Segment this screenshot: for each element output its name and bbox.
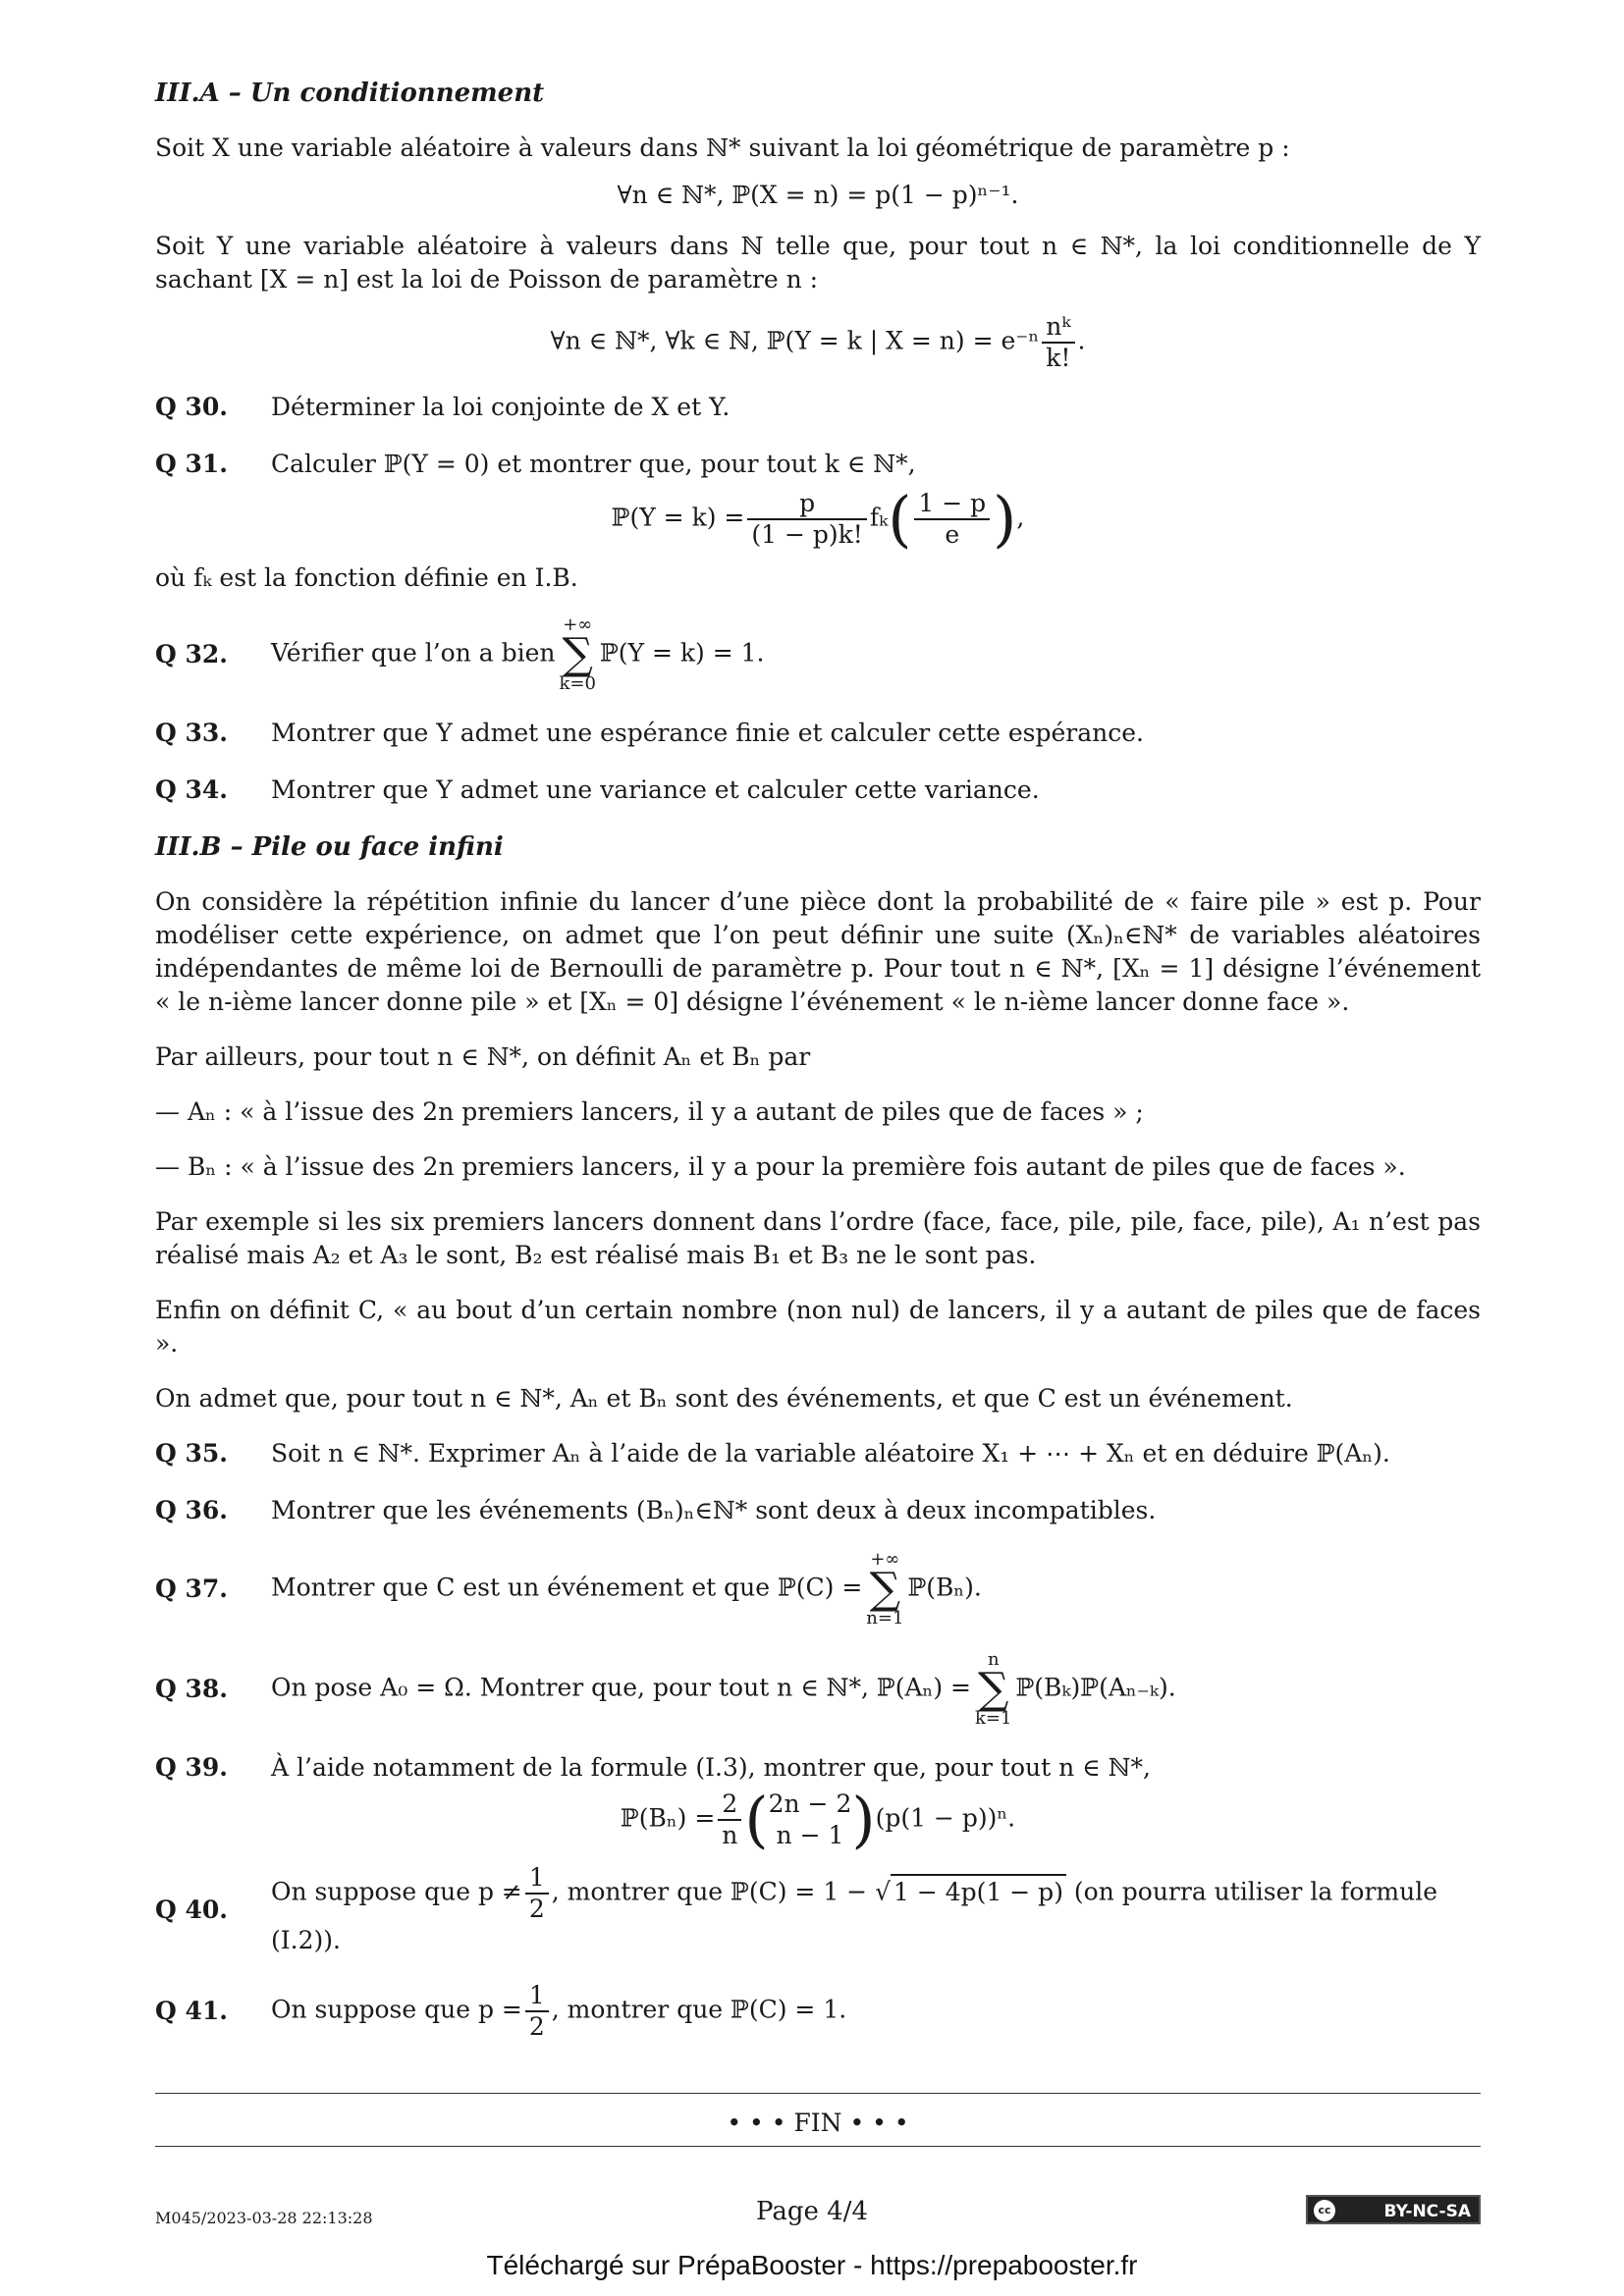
list-item: — Aₙ : « à l’issue des 2n premiers lancers, il y a autant de piles que de faces » ; <box>155 1097 1144 1126</box>
section-title-a: III.A – Un conditionnement <box>155 79 545 108</box>
section-title-b: III.B – Pile ou face infini <box>155 832 504 862</box>
question: Q 40. On suppose que p ≠ $\frac{1}{2}$ , montrer que ℙ(C) = 1 − √ 1 − 4p(1 − p) (on pourra utiliser la formule (I.2)). <box>155 1863 1438 1954</box>
question: Q 39. À l’aide notamment de la formule (I.3), montrer que, pour tout n ∈ ℕ*, <box>155 1753 1151 1782</box>
question: Q 32. Vérifier que l’on a bien +∞ ∑ k=0 ℙ(Y = k) = 1. <box>155 614 765 694</box>
binomial: 2n − 2 n − 1 <box>768 1789 852 1849</box>
question: Q 31. Calculer ℙ(Y = 0) et montrer que, pour tout k ∈ ℕ*, <box>155 450 916 478</box>
download-notice: Téléchargé sur PrépaBooster - https://prepabooster.fr <box>486 2250 1138 2280</box>
question: Q 33. Montrer que Y admet une espérance finie et calculer cette espérance. <box>155 719 1144 747</box>
end-marker: • • • FIN • • • <box>727 2109 909 2137</box>
paragraph: On admet que, pour tout n ∈ ℕ*, Aₙ et Bₙ sont des événements, et que C est un événement. <box>155 1384 1293 1413</box>
paragraph: Soit X une variable aléatoire à valeurs dans ℕ* suivant la loi géométrique de paramètre p : <box>155 133 1290 162</box>
equation: ℙ(Y = k) = $\frac{p}{(1 - p)k!}$ fₖ( $\frac{1 - p}{e}$ ), <box>611 483 1025 555</box>
license-badge: cc BY-NC-SA <box>1306 2195 1481 2224</box>
question: Q 38. On pose A₀ = Ω. Montrer que, pour tout n ∈ ℕ*, ℙ(Aₙ) = n ∑ k=1 ℙ(Bₖ)ℙ(Aₙ₋ₖ). <box>155 1649 1176 1729</box>
question: Q 37. Montrer que C est un événement et que ℙ(C) = +∞ ∑ n=1 ℙ(Bₙ). <box>155 1549 982 1629</box>
paragraph: Soit Y une variable aléatoire à valeurs dans ℕ telle que, pour tout n ∈ ℕ*, la loi conditionnelle de Y sachant [X = n] est la loi de Poisson de paramètre n : <box>155 232 1481 294</box>
sum-symbol: n ∑ k=1 <box>975 1649 1012 1729</box>
question: Q 35. Soit n ∈ ℕ*. Exprimer Aₙ à l’aide de la variable aléatoire X₁ + ⋯ + Xₙ et en déduire ℙ(Aₙ). <box>155 1439 1390 1468</box>
paragraph: Par exemple si les six premiers lancers donnent dans l’ordre (face, face, pile, pile, face, pile), A₁ n’est pas réalisé mais A₂ et A₃ le sont, B₂ est réalisé mais B₁ et B₃ ne le sont pas. <box>155 1207 1481 1269</box>
paragraph: Enfin on définit C, « au bout d’un certain nombre (non nul) de lancers, il y a autant de piles que de faces ». <box>155 1296 1481 1358</box>
list-item: — Bₙ : « à l’issue des 2n premiers lancers, il y a pour la première fois autant de piles que de faces ». <box>155 1152 1406 1181</box>
sum-symbol: +∞ ∑ k=0 <box>559 614 596 694</box>
divider-top <box>155 2093 1481 2094</box>
page-content <box>155 77 1481 2065</box>
sum-symbol: +∞ ∑ n=1 <box>866 1549 904 1629</box>
creative-commons-icon: cc <box>1314 2200 1335 2221</box>
paragraph: On considère la répétition infinie du lancer d’une pièce dont la probabilité de « faire pile » est p. Pour modéliser cette expérience, on admet que l’on peut définir une suite (Xₙ)ₙ∈ℕ* de variables aléatoires indépendantes de même loi de Bernoulli de paramètre p. Pour tout n ∈ ℕ*, [Xₙ = 1] désigne l’événement « le n-ième lancer donne pile » et [Xₙ = 0] désigne l’événement « le n-ième lancer donne face ». <box>155 887 1481 1016</box>
paragraph: Par ailleurs, pour tout n ∈ ℕ*, on définit Aₙ et Bₙ par <box>155 1042 811 1071</box>
equation: ∀n ∈ ℕ*, ℙ(X = n) = p(1 − p)ⁿ⁻¹. <box>617 181 1019 209</box>
footer-code: M045/2023-03-28 22:13:28 <box>155 2209 373 2227</box>
question: Q 36. Montrer que les événements (Bₙ)ₙ∈ℕ* sont deux à deux incompatibles. <box>155 1496 1157 1524</box>
question: Q 30. Déterminer la loi conjointe de X et Y. <box>155 393 731 421</box>
question: Q 34. Montrer que Y admet une variance et calculer cette variance. <box>155 775 1040 804</box>
square-root: 1 − 4p(1 − p) <box>891 1874 1066 1906</box>
equation: ∀n ∈ ℕ*, ∀k ∈ ℕ, ℙ(Y = k | X = n) = e⁻ⁿ $\frac{\text{nᵏ}}{k!}$ . <box>550 312 1086 372</box>
equation: ℙ(Bₙ) = $\frac{2}{n}$ ( 2n − 2 n − 1 )(p(1 − p))ⁿ. <box>620 1784 1016 1855</box>
divider-bottom <box>155 2146 1481 2147</box>
paragraph: où fₖ est la fonction définie en I.B. <box>155 563 578 592</box>
question: Q 41. On suppose que p = $\frac{1}{2}$ , montrer que ℙ(C) = 1. <box>155 1981 847 2041</box>
fraction: $\frac{\text{nᵏ}}{k!}$ <box>1042 312 1074 373</box>
page-number: Page 4/4 <box>756 2197 868 2226</box>
